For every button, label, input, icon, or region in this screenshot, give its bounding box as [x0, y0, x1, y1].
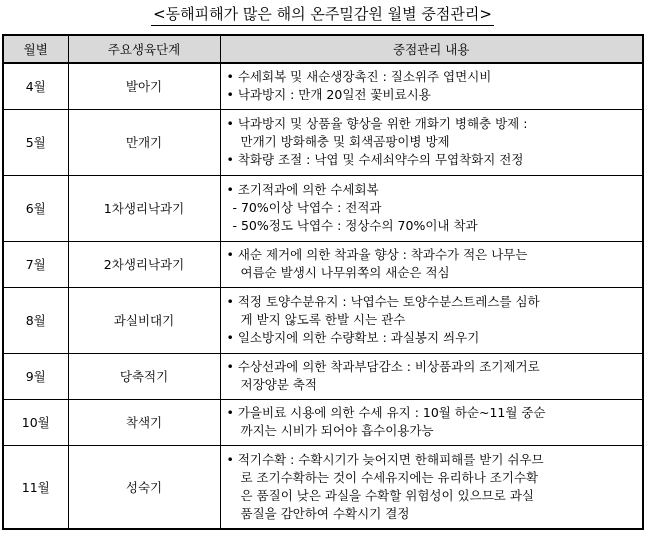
table-row	[3, 445, 643, 529]
header-stage: 주요생육단계	[68, 35, 220, 63]
month-cell: 9월	[3, 353, 68, 399]
document-title	[0, 4, 645, 26]
stage-cell: 발아기	[68, 63, 220, 109]
content-line: 저장양분 축적	[240, 377, 317, 392]
content-line: 만개기 방화해충 및 회색곰팡이병 방제	[240, 134, 450, 149]
stage-cell: 과실비대기	[68, 287, 220, 353]
month-cell: 10월	[3, 399, 68, 445]
table-row	[3, 241, 643, 287]
month-cell: 8월	[3, 287, 68, 353]
content-cell	[220, 175, 643, 241]
month-cell: 5월	[3, 109, 68, 175]
table-row	[3, 353, 643, 399]
content-line: 로 조기수확하는 것이 수세유지에는 유리하나 조기수확	[240, 469, 539, 485]
content-line: • 새순 제거에 의한 착과율 향상 : 착과수가 적은 나무는	[226, 247, 528, 262]
content-line: • 적정 토양수분유지 : 낙엽수는 토양수분스트레스를 심하	[226, 294, 540, 309]
content-line: • 착화량 조절 : 낙엽 및 수세쇠약수의 무엽착화지 전정	[226, 152, 524, 167]
content-line: 품질을 감안하여 수확시기 결정	[240, 505, 410, 521]
content-line: 은 품질이 낮은 과실을 수확할 위험성이 있으므로 과실	[240, 487, 534, 503]
content-line: • 가을비료 시용에 의한 수세 유지 : 10월 하순~11월 중순	[226, 405, 546, 420]
content-line: 여름순 발생시 나무위쪽의 새순은 적심	[240, 265, 450, 280]
content-line: 게 받지 않도록 한발 시는 관수	[240, 312, 406, 327]
content-line: • 낙과방지 : 만개 20일전 꽃비료시용	[226, 87, 431, 103]
stage-cell: 착색기	[68, 399, 220, 445]
table-row	[3, 109, 643, 175]
month-cell: 11월	[3, 445, 68, 529]
content-cell	[220, 445, 643, 529]
table-header-row	[3, 35, 643, 63]
content-line: 까지는 시비가 되어야 흡수이용가능	[240, 423, 434, 438]
document-title-text: <동해피해가 많은 해의 온주밀감원 월별 중점관리>	[151, 4, 494, 26]
content-cell	[220, 353, 643, 399]
content-line: • 일소방지에 의한 수량확보 : 과실봉지 씌우기	[226, 330, 480, 345]
content-cell	[220, 287, 643, 353]
table-row	[3, 175, 643, 241]
table-row	[3, 399, 643, 445]
content-cell	[220, 109, 643, 175]
stage-cell: 만개기	[68, 109, 220, 175]
content-line: • 수세회복 및 새순생장촉진 : 질소위주 엽면시비	[226, 69, 492, 85]
content-line: - 50%정도 낙엽수 : 정상수의 70%이내 착과	[232, 218, 478, 233]
month-cell: 4월	[3, 63, 68, 109]
stage-cell: 2차생리낙과기	[68, 241, 220, 287]
content-line: • 낙과방지 및 상품율 향상을 위한 개화기 병해충 방제 :	[226, 116, 528, 131]
content-line: - 70%이상 낙엽수 : 전적과	[232, 200, 382, 215]
table-row	[3, 63, 643, 109]
content-line: • 조기적과에 의한 수세회복	[226, 182, 379, 197]
table-row	[3, 287, 643, 353]
content-cell	[220, 241, 643, 287]
content-line: • 적기수확 : 수확시기가 늦어지면 한해피해를 받기 쉬우므	[226, 451, 544, 467]
content-cell	[220, 63, 643, 109]
month-cell: 6월	[3, 175, 68, 241]
content-line: • 수상선과에 의한 착과부담감소 : 비상품과의 조기제거로	[226, 359, 540, 374]
stage-cell: 성숙기	[68, 445, 220, 529]
content-cell	[220, 399, 643, 445]
stage-cell: 1차생리낙과기	[68, 175, 220, 241]
management-table	[2, 34, 644, 530]
month-cell: 7월	[3, 241, 68, 287]
stage-cell: 당축적기	[68, 353, 220, 399]
header-content: 중점관리 내용	[220, 35, 643, 63]
header-month: 월별	[3, 35, 68, 63]
